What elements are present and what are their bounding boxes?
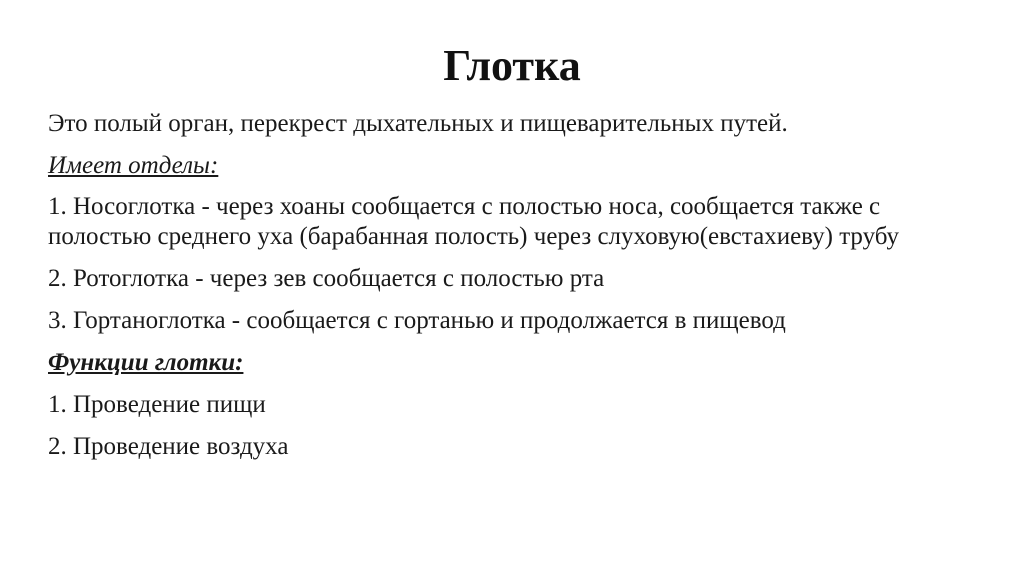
function-item-food: 1. Проведение пищи (48, 391, 266, 418)
section-item-oropharynx: 2. Ротоглотка - через зев сообщается с полостью рта (48, 265, 605, 292)
sections-heading: Имеет отделы: (48, 152, 219, 179)
function-item-air: 2. Проведение воздуха (48, 433, 289, 460)
intro-text: Это полый орган, перекрест дыхательных и пищеварительных путей. (48, 110, 788, 137)
section-item-nasopharynx: 1. Носоглотка - через хоаны сообщается с полостью носа, сообщается также с полостью среднего уха (барабанная полость) через слуховую(евстахиеву) трубу (48, 193, 900, 250)
functions-heading: Функции глотки: (48, 349, 244, 376)
section-item-laryngopharynx: 3. Гортаноглотка - сообщается с гортанью и продолжается в пищевод (48, 307, 786, 334)
slide-content (48, 108, 968, 473)
slide-title: Глотка (443, 41, 581, 90)
